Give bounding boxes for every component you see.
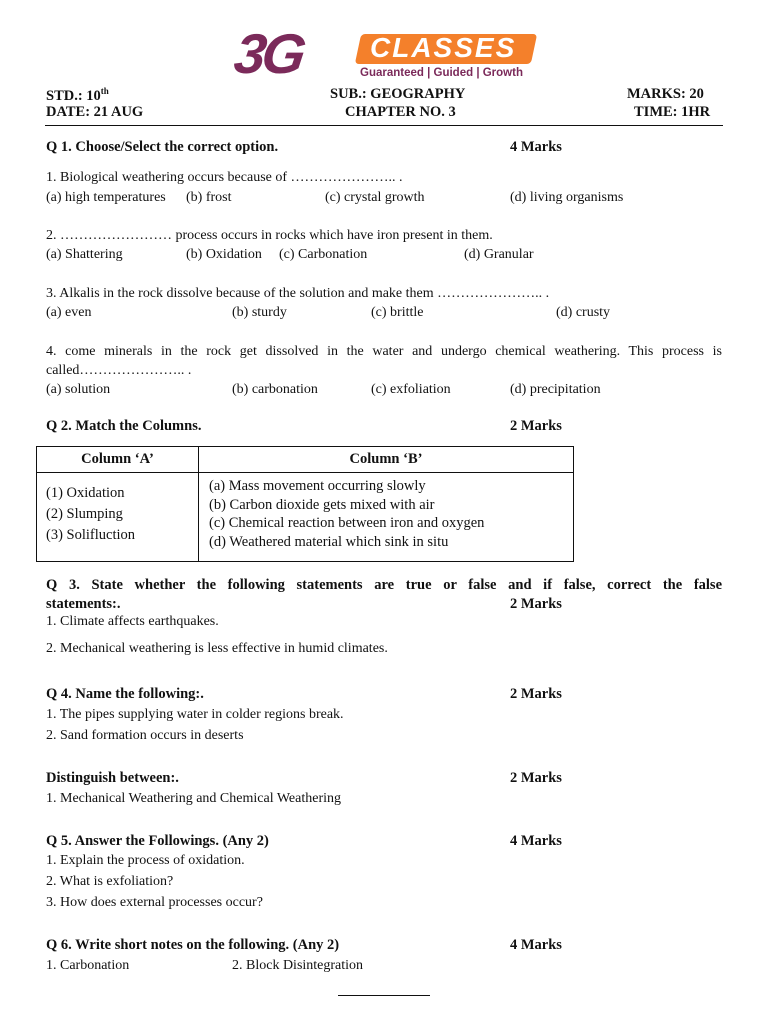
q1-item-1-option-a: (a) high temperatures <box>46 190 166 205</box>
match-col-a-item: (1) Oxidation <box>46 485 125 501</box>
q6-heading: Q 6. Write short notes on the following. (Any 2) <box>46 937 340 953</box>
logo-mark: 3G <box>230 22 307 85</box>
logo-tagline: Guaranteed | Guided | Growth <box>360 67 523 79</box>
q5-marks: 4 Marks <box>510 833 562 849</box>
q6-item: 2. Block Disintegration <box>232 958 364 973</box>
q2-marks: 2 Marks <box>510 418 562 434</box>
q5-item: 2. What is exfoliation? <box>46 874 174 889</box>
q1-item-3-option-a: (a) even <box>46 305 92 320</box>
q1-item-4-question-line-1: 4. come minerals in the rock get dissolved in the water and undergo chemical weathering. This process is <box>46 344 722 359</box>
q1-item-1-option-d: (d) living organisms <box>510 190 624 205</box>
q3-item: 2. Mechanical weathering is less effective in humid climates. <box>46 641 388 656</box>
match-col-a-item: (2) Slumping <box>46 506 123 522</box>
match-col-b-item: (a) Mass movement occurring slowly <box>209 478 426 494</box>
q1-item-3-option-d: (d) crusty <box>556 305 611 320</box>
q4-heading: Q 4. Name the following:. <box>46 686 204 702</box>
q5-heading: Q 5. Answer the Followings. (Any 2) <box>46 833 269 849</box>
q2-heading: Q 2. Match the Columns. <box>46 418 202 434</box>
match-col-b-header: Column ‘B’ <box>199 447 574 473</box>
q1-marks: 4 Marks <box>510 139 562 155</box>
q3-heading-line-2: statements:. <box>46 596 121 612</box>
logo <box>230 22 535 85</box>
match-col-a-header: Column ‘A’ <box>37 447 199 473</box>
match-table <box>36 446 574 562</box>
q1-item-4-option-c: (c) exfoliation <box>371 382 451 397</box>
header-divider <box>45 125 723 126</box>
q3-marks: 2 Marks <box>510 596 562 612</box>
distinguish-heading: Distinguish between:. <box>46 770 179 786</box>
distinguish-item: 1. Mechanical Weathering and Chemical Weathering <box>46 791 342 806</box>
match-col-b-item: (c) Chemical reaction between iron and oxygen <box>209 515 485 531</box>
q1-item-3-option-b: (b) sturdy <box>232 305 287 320</box>
header-chapter: CHAPTER NO. 3 <box>345 104 456 120</box>
q1-item-2-option-b: (b) Oxidation <box>186 247 262 262</box>
match-col-a-item: (3) Solifluction <box>46 527 136 543</box>
match-col-b-item: (b) Carbon dioxide gets mixed with air <box>209 496 435 513</box>
header-date: DATE: 21 AUG <box>46 104 144 120</box>
header-std: STD.: 10th <box>46 86 109 104</box>
q1-item-4-option-d: (d) precipitation <box>510 382 601 397</box>
q1-heading: Q 1. Choose/Select the correct option. <box>46 139 279 155</box>
q1-item-1-option-b: (b) frost <box>186 190 232 205</box>
q6-item: 1. Carbonation <box>46 958 130 973</box>
q1-item-2-option-d: (d) Granular <box>464 247 534 262</box>
q5-item: 3. How does external processes occur? <box>46 895 263 910</box>
q4-item: 1. The pipes supplying water in colder regions break. <box>46 707 344 722</box>
match-col-b-item: (d) Weathered material which sink in situ <box>209 533 449 550</box>
distinguish-marks: 2 Marks <box>510 770 562 786</box>
q5-item: 1. Explain the process of oxidation. <box>46 853 245 868</box>
q1-item-1-option-c: (c) crystal growth <box>325 190 425 205</box>
header-time: TIME: 1HR <box>634 104 711 120</box>
q1-item-3-option-c: (c) brittle <box>371 305 424 320</box>
q1-item-2-question: 2. …………………… process occurs in rocks which have iron present in them. <box>46 228 493 243</box>
q1-item-4-option-b: (b) carbonation <box>232 382 318 397</box>
footer-rule <box>338 995 430 996</box>
q1-item-4-option-a: (a) solution <box>46 382 111 397</box>
q6-marks: 4 Marks <box>510 937 562 953</box>
match-col-b-cell <box>199 473 574 562</box>
q3-heading-line-1: Q 3. State whether the following statements are true or false and if false, correct the false <box>46 577 722 593</box>
q1-item-2-option-a: (a) Shattering <box>46 247 123 262</box>
match-col-a-cell <box>37 473 199 562</box>
q4-marks: 2 Marks <box>510 686 562 702</box>
q1-item-4-question-line-2: called………………….. . <box>46 363 192 378</box>
header-subject: SUB.: GEOGRAPHY <box>330 86 466 102</box>
q1-item-3-question: 3. Alkalis in the rock dissolve because of the solution and make them ………………….. . <box>46 286 550 301</box>
q3-item: 1. Climate affects earthquakes. <box>46 614 219 629</box>
header-marks: MARKS: 20 <box>627 86 704 102</box>
q4-item: 2. Sand formation occurs in deserts <box>46 728 244 743</box>
q1-item-1-question: 1. Biological weathering occurs because of ………………….. . <box>46 170 403 185</box>
q1-item-2-option-c: (c) Carbonation <box>279 247 368 262</box>
logo-name: CLASSES <box>370 32 517 63</box>
